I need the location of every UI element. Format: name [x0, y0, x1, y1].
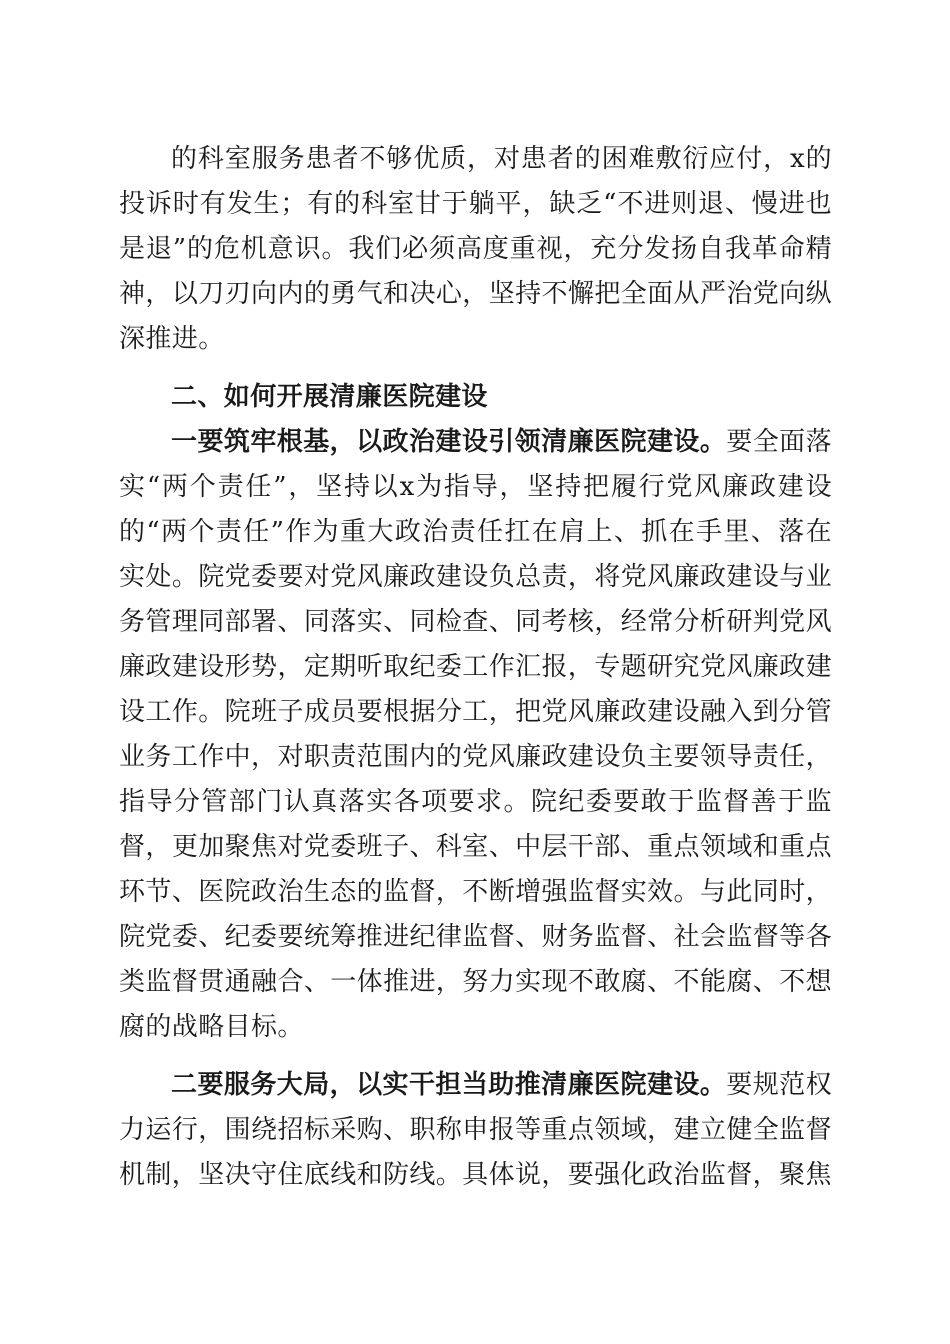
paragraph-body: 要规范权力运行，围绕招标采购、职称申报等重点领域，建立健全监督机制，坚决守住底线和防线。具体说，要强化政治监督，聚焦 — [119, 1070, 832, 1190]
paragraph-serve-overall — [119, 1063, 832, 1198]
document-body — [119, 137, 832, 1198]
paragraph-lead: 一要筑牢根基，以政治建设引领清廉医院建设。 — [171, 427, 727, 457]
paragraph-continuation: 的科室服务患者不够优质，对患者的困难敷衍应付，x的投诉时有发生；有的科室甘于躺平，缺乏“不进则退、慢进也是退”的危机意识。我们必须高度重视，充分发扬自我革命精神，以刀刃向内的勇气和决心，坚持不懈把全面从严治党向纵深推进。 — [119, 144, 832, 354]
paragraph-body: 要全面落实“两个责任”，坚持以x为指导，坚持把履行党风廉政建设的“两个责任”作为重大政治责任扛在肩上、抓在手里、落在实处。院党委要对党风廉政建设负总责，将党风廉政建设与业务管理同部署、同落实、同检查、同考核，经常分析研判党风廉政建设形势，定期听取纪委工作汇报，专题研究党风廉政建设工作。院班子成员要根据分工，把党风廉政建设融入到分管业务工作中，对职责范围内的党风廉政建设负主要领导责任，指导分管部门认真落实各项要求。院纪委要敢于监督善于监督，更加聚焦对党委班子、科室、中层干部、重点领域和重点环节、医院政治生态的监督，不断增强监督实效。与此同时，院党委、纪委要统筹推进纪律监督、财务监督、社会监督等各类监督贯通融合、一体推进，努力实现不敢腐、不能腐、不想腐的战略目标。 — [119, 427, 832, 1042]
section-heading: 二、如何开展清廉医院建设 — [171, 382, 488, 412]
paragraph-political-construction — [119, 420, 832, 1050]
paragraph-lead: 二要服务大局，以实干担当助推清廉医院建设。 — [171, 1070, 727, 1100]
